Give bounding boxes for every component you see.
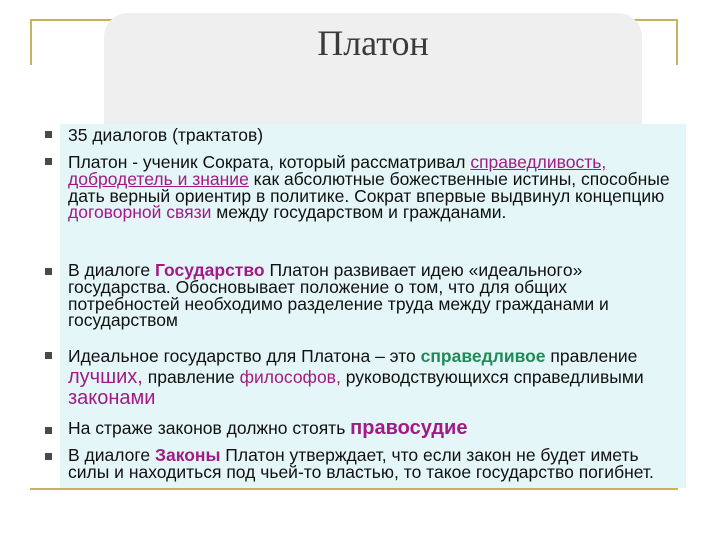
list-item — [68, 262, 678, 329]
item-text: Платон утверждает, что если закон не будет иметь силы и находиться под чьей-то властью, то такое государство погибнет. — [68, 445, 654, 482]
item-text: В диалоге — [68, 260, 155, 280]
bullet-marker-6 — [45, 453, 52, 460]
item-text: Идеальное государство для Платона – это — [68, 346, 421, 366]
item-text: В диалоге — [68, 445, 155, 465]
frame-left-line — [30, 19, 32, 65]
list-item — [68, 447, 678, 481]
highlight-term: философов, — [239, 367, 341, 387]
list-item — [68, 127, 678, 144]
highlight-term: правосудие — [350, 417, 468, 439]
highlight-term: договорной связи — [68, 202, 212, 223]
item-text: между государством и гражданами. — [211, 202, 507, 223]
highlight-underlined: справедливость, добродетель и знание — [68, 152, 607, 189]
bullet-marker-1 — [45, 131, 52, 138]
highlight-term: справедливое — [420, 346, 546, 366]
bullet-marker-5 — [45, 427, 52, 434]
item-text: Платон - ученик Сократа, который рассматривал — [68, 152, 471, 172]
bullet-marker-3 — [45, 268, 52, 275]
bullet-marker-4 — [45, 352, 52, 359]
highlight-term: законами — [68, 387, 156, 409]
highlight-term: лучших, — [68, 366, 143, 388]
item-text: 35 диалогов (трактатов) — [68, 125, 264, 145]
item-text: руководствующихся справедливыми — [340, 367, 644, 387]
item-text: правление — [142, 367, 240, 387]
list-item — [68, 417, 678, 439]
highlight-term: Государство — [155, 260, 265, 280]
highlight-term: Законы — [155, 445, 221, 465]
slide-title: Платон — [317, 23, 429, 63]
list-item — [68, 346, 678, 409]
item-text: Платон развивает идею «идеальногo» государства. Обосновывает положение о том, что для общих потребностей необходимо разделение труда между гражданами и государством — [68, 260, 609, 331]
item-text: правление — [545, 346, 638, 366]
bullet-marker-2 — [45, 158, 52, 165]
frame-bottom-line — [30, 488, 678, 490]
item-text: На страже законов должно стоять — [68, 418, 351, 438]
list-item — [68, 154, 678, 221]
item-text: как абсолютные божественные истины, способные дать верный ориентир в политике. Сократ впервые выдвинул концепцию — [68, 168, 670, 206]
frame-right-line — [676, 19, 678, 65]
